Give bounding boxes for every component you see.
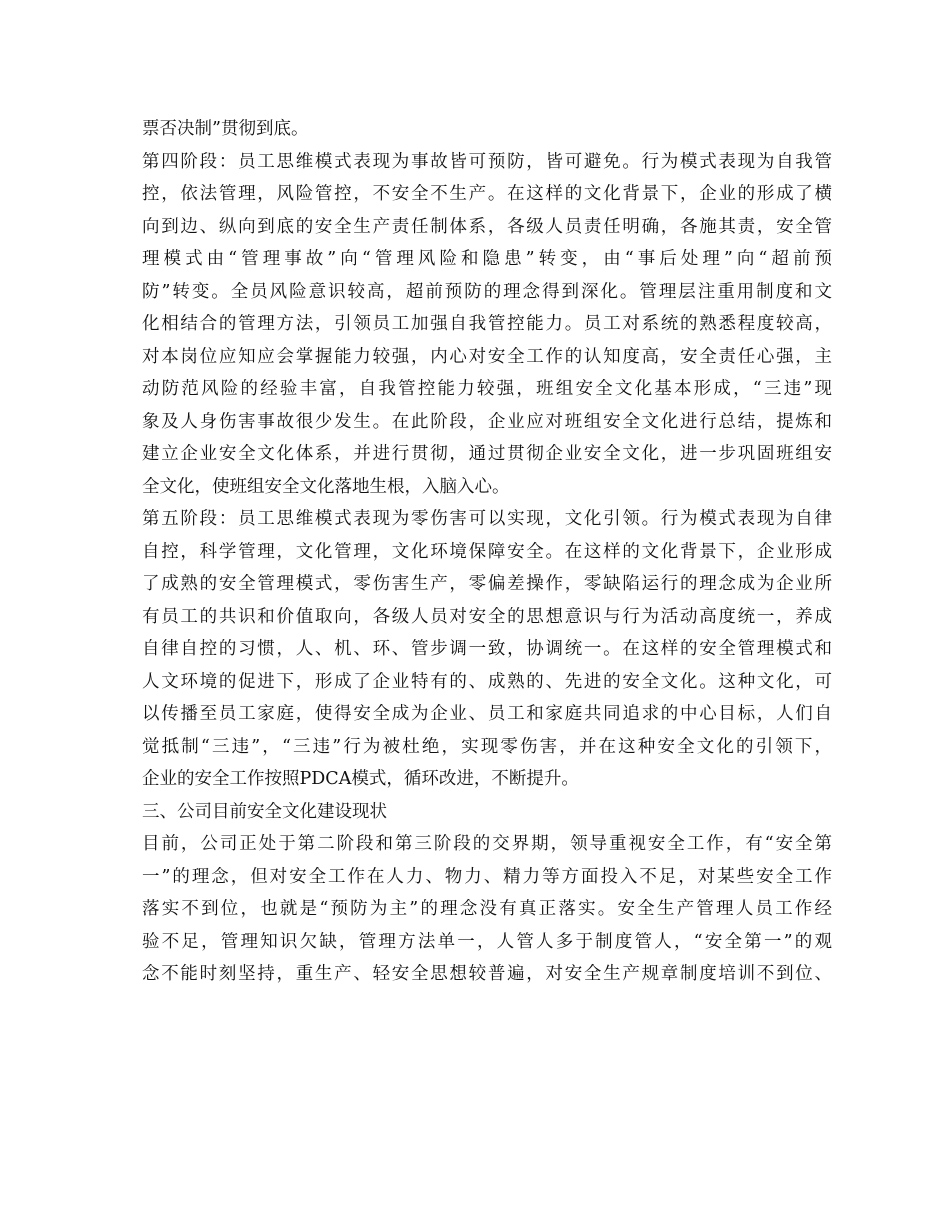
text-line: 第四阶段：员工思维模式表现为事故皆可预防，皆可避免。行为模式表现为自我管: [142, 151, 832, 172]
text-line: 自律自控的习惯，人、机、环、管步调一致，协调统一。在这样的安全管理模式和: [142, 639, 832, 659]
text-line: 有员工的共识和价值取向，各级人员对安全的思想意识与行为活动高度统一，养成: [142, 606, 832, 627]
text-line: 防”转变。全员风险意识较高，超前预防的理念得到深化。管理层注重用制度和文: [142, 281, 832, 302]
text-line: 建立企业安全文化体系，并进行贯彻，通过贯彻企业安全文化，进一步巩固班组安: [142, 444, 832, 464]
text-line: 念不能时刻坚持，重生产、轻安全思想较普遍，对安全生产规章制度培训不到位、: [142, 964, 832, 984]
text-line: 目前，公司正处于第二阶段和第三阶段的交界期，领导重视安全工作，有“安全第: [142, 834, 832, 854]
text-line: 了成熟的安全管理模式，零伤害生产，零偏差操作，零缺陷运行的理念成为企业所: [142, 574, 832, 594]
text-line: 向到边、纵向到底的安全生产责任制体系，各级人员责任明确，各施其责，安全管: [142, 216, 832, 237]
text-line: 化相结合的管理方法，引领员工加强自我管控能力。员工对系统的熟悉程度较高，: [142, 314, 832, 334]
text-line: 一”的理念，但对安全工作在人力、物力、精力等方面投入不足，对某些安全工作: [142, 866, 832, 887]
body-text: [142, 113, 832, 991]
text-line: 第五阶段：员工思维模式表现为零伤害可以实现，文化引领。行为模式表现为自律: [142, 509, 832, 529]
text-line: 全文化，使班组安全文化落地生根，入脑入心。: [142, 476, 510, 497]
text-line: 对本岗位应知应会掌握能力较强，内心对安全工作的认知度高，安全责任心强，主: [142, 346, 832, 367]
text-line: 以传播至员工家庭，使得安全成为企业、员工和家庭共同追求的中心目标，人们自: [142, 704, 832, 724]
text-line: 票否决制”贯彻到底。: [142, 119, 309, 139]
text-line: 象及人身伤害事故很少发生。在此阶段，企业应对班组安全文化进行总结，提炼和: [142, 411, 832, 432]
text-line: 企业的安全工作按照PDCA模式，循环改进，不断提升。: [142, 769, 579, 789]
section-heading: 三、公司目前安全文化建设现状: [142, 801, 387, 822]
text-line: 人文环境的促进下，形成了企业特有的、成熟的、先进的安全文化。这种文化，可: [142, 671, 832, 692]
text-line: 落实不到位，也就是“预防为主”的理念没有真正落实。安全生产管理人员工作经: [142, 899, 832, 919]
text-line: 验不足，管理知识欠缺，管理方法单一，人管人多于制度管人，“安全第一”的观: [142, 931, 832, 952]
text-line: 控，依法管理，风险管控，不安全不生产。在这样的文化背景下，企业的形成了横: [142, 184, 832, 204]
text-line: 自控，科学管理，文化管理，文化环境保障安全。在这样的文化背景下，企业形成: [142, 541, 832, 562]
text-line: 理模式由“管理事故”向“管理风险和隐患”转变，由“事后处理”向“超前预: [142, 249, 832, 269]
text-line: 动防范风险的经验丰富，自我管控能力较强，班组安全文化基本形成，“三违”现: [142, 379, 832, 399]
text-line: 觉抵制“三违”，“三违”行为被杜绝，实现零伤害，并在这种安全文化的引领下，: [142, 736, 832, 757]
